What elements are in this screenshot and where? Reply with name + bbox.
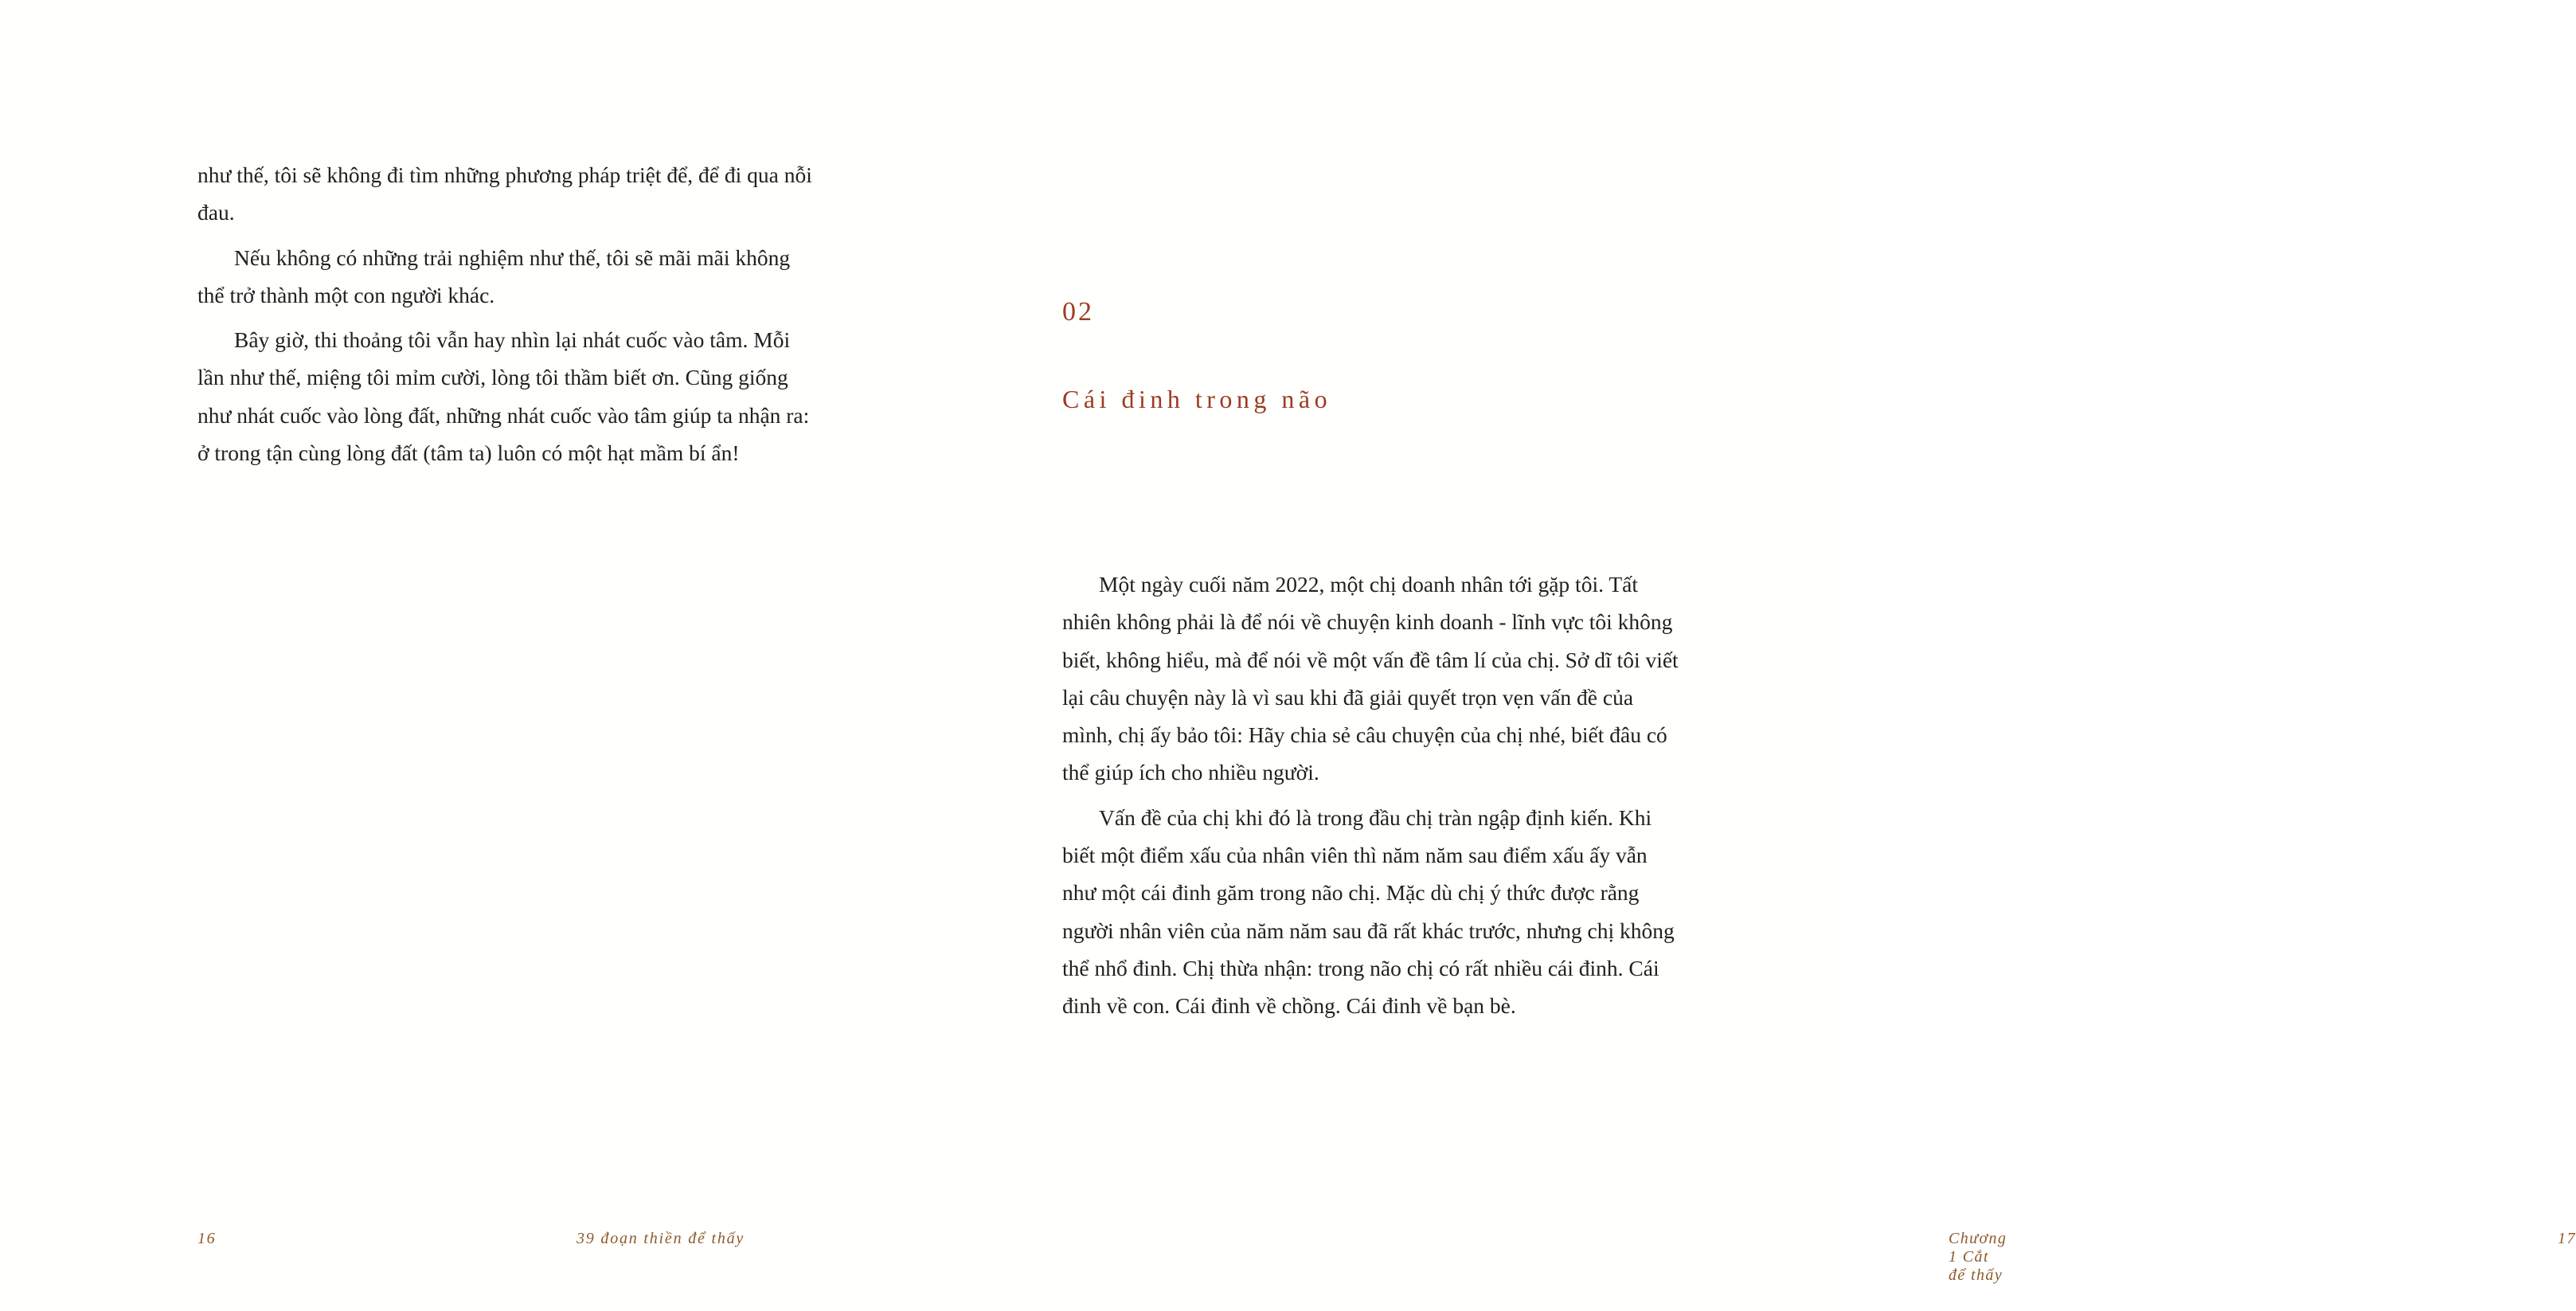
chapter-number: 02 bbox=[1062, 297, 1094, 327]
paragraph: như thế, tôi sẽ không đi tìm những phương pháp triệt để, để đi qua nỗi đau. bbox=[197, 162, 812, 225]
paragraph: Bây giờ, thi thoảng tôi vẫn hay nhìn lại nhát cuốc vào tâm. Mỗi lần như thế, miệng tôi mỉm cười, lòng tôi thầm biết ơn. Cũng giống như nhát cuốc vào lòng đất, những nhát cuốc vào tâm giúp ta nhận ra: ở trong tận cùng lòng đất (tâm ta) luôn có một hạt mầm bí ẩn! bbox=[197, 327, 810, 466]
footer-chapter-title: Chương 1 Cắt để thấy bbox=[1949, 1230, 2007, 1284]
footer-book-title: 39 đoạn thiền để thấy bbox=[577, 1230, 745, 1247]
left-page-body bbox=[197, 156, 819, 479]
right-page bbox=[921, 0, 2576, 1311]
right-page-number: 17 bbox=[2558, 1230, 2576, 1247]
left-page bbox=[0, 0, 921, 1311]
chapter-title: Cái đinh trong não bbox=[1062, 385, 1332, 413]
right-page-body bbox=[1062, 565, 1679, 1032]
paragraph: Vấn đề của chị khi đó là trong đầu chị tràn ngập định kiến. Khi biết một điểm xấu của nhân viên thì năm năm sau điểm xấu ấy vẫn như một cái đinh găm trong não chị. Mặc dù chị ý thức được rằng người nhân viên của năm năm sau đã rất khác trước, nhưng chị không thể nhổ đinh. Chị thừa nhận: trong não chị có rất nhiều cái đinh. Cái đinh về con. Cái đinh về chồng. Cái đinh về bạn bè. bbox=[1062, 804, 1675, 1019]
paragraph: Nếu không có những trải nghiệm như thế, tôi sẽ mãi mãi không thể trở thành một con người khác. bbox=[197, 245, 791, 307]
left-page-number: 16 bbox=[197, 1230, 217, 1247]
chapter-heading bbox=[1062, 297, 1667, 414]
paragraph: Một ngày cuối năm 2022, một chị doanh nhân tới gặp tôi. Tất nhiên không phải là để nói về chuyện kinh doanh - lĩnh vực tôi không biết, không hiểu, mà để nói về một vấn đề tâm lí của chị. Sở dĩ tôi viết lại câu chuyện này là vì sau khi đã giải quyết trọn vẹn vấn đề của mình, chị ấy bảo tôi: Hãy chia sẻ câu chuyện của chị nhé, biết đâu có thể giúp ích cho nhiều người. bbox=[1062, 572, 1679, 785]
